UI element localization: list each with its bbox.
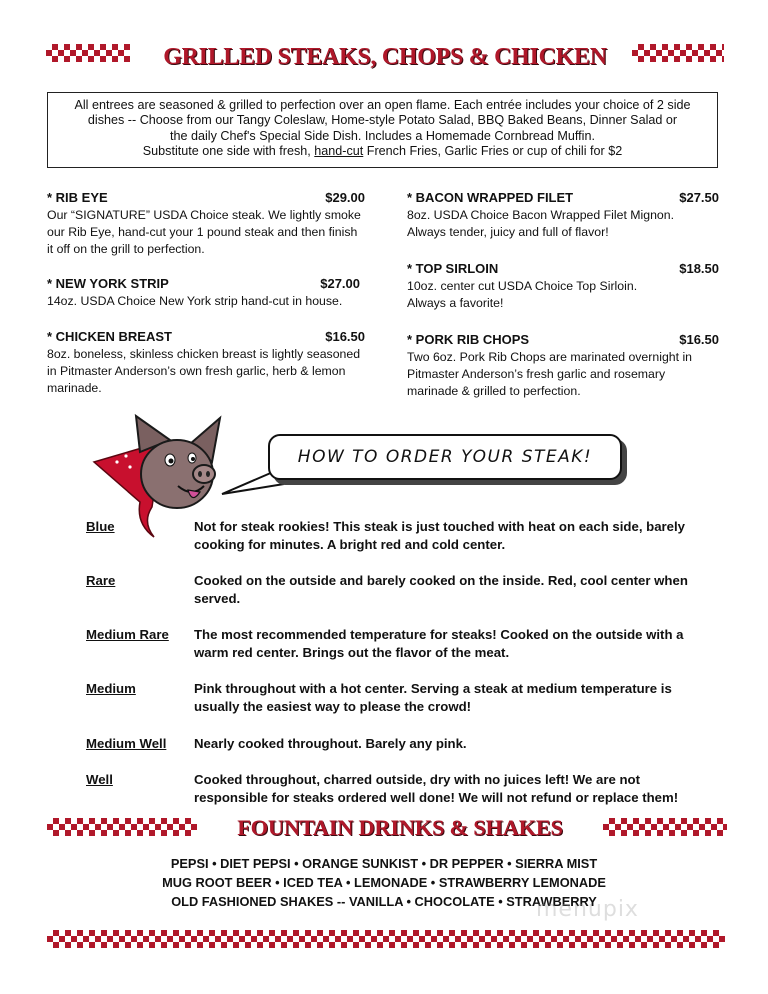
menu-item-chicken-breast <box>47 328 365 397</box>
checker-border-drinks-right <box>603 818 727 836</box>
temp-medium-rare <box>86 626 706 662</box>
menu-item-top-sirloin <box>407 260 719 312</box>
temp-label: Medium Rare <box>86 627 169 642</box>
item-name: * PORK RIB CHOPS <box>407 332 530 347</box>
temp-medium-well <box>86 735 706 753</box>
temp-description: Cooked throughout, charred outside, dry with no juices left! We are not responsible for steaks ordered well done! We will not refund or replace them! <box>194 772 679 805</box>
menu-item-pork-rib-chops <box>407 331 719 400</box>
item-description: 14oz. USDA Choice New York strip hand-cut in house. <box>47 294 343 308</box>
item-description: Two 6oz. Pork Rib Chops are marinated overnight in Pitmaster Anderson’s fresh garlic and rosemary marinade & grilled to perfection. <box>407 350 693 398</box>
temp-medium <box>86 680 706 716</box>
checker-border-bottom <box>47 930 725 948</box>
steak-guide-bubble: HOW TO ORDER YOUR STEAK! <box>268 434 622 480</box>
intro-line: the daily Chef's Special Side Dish. Includes a Homemade Cornbread Muffin. <box>170 128 595 143</box>
item-price: $27.50 <box>679 190 719 205</box>
temp-description: Cooked on the outside and barely cooked on the inside. Red, cool center when served. <box>194 573 688 606</box>
item-name: * NEW YORK STRIP <box>47 276 169 291</box>
temp-well <box>86 771 706 807</box>
item-description: 8oz. boneless, skinless chicken breast is lightly seasoned in Pitmaster Anderson’s own fresh garlic, herb & lemon marinade. <box>47 347 361 395</box>
intro-line: All entrees are seasoned & grilled to perfection over an open flame. Each entrée includes your choice of 2 side <box>74 98 691 112</box>
drinks-line: PEPSI • DIET PEPSI • ORANGE SUNKIST • DR PEPPER • SIERRA MIST <box>170 856 598 871</box>
temp-blue <box>86 518 706 554</box>
temp-rare <box>86 572 706 608</box>
temp-description: Pink throughout with a hot center. Serving a steak at medium temperature is usually the easiest way to please the crowd! <box>194 681 672 714</box>
hand-cut-text: hand-cut <box>314 144 364 159</box>
item-name: * TOP SIRLOIN <box>407 261 499 276</box>
menu-item-bacon-wrapped-filet <box>407 189 719 241</box>
item-description: 10oz. center cut USDA Choice Top Sirloin. Always a favorite! <box>407 279 638 310</box>
temp-label: Medium Well <box>86 736 167 751</box>
watermark: menupix <box>536 897 639 922</box>
item-description: Our “SIGNATURE” USDA Choice steak. We lightly smoke our Rib Eye, hand-cut your 1 pound steak and then finish it off on the grill to perfection. <box>47 208 361 256</box>
drinks-line: OLD FASHIONED SHAKES -- VANILLA • CHOCOLATE • STRAWBERRY <box>171 894 597 909</box>
menu-item-new-york-strip <box>47 275 360 310</box>
item-price: $18.50 <box>679 261 719 276</box>
temp-label: Medium <box>86 681 136 696</box>
drinks-line: MUG ROOT BEER • ICED TEA • LEMONADE • STRAWBERRY LEMONADE <box>162 875 606 890</box>
item-name: * CHICKEN BREAST <box>47 329 172 344</box>
temp-description: The most recommended temperature for steaks! Cooked on the outside with a warm red center. Brings out the flavor of the meat. <box>194 627 684 660</box>
item-price: $16.50 <box>325 329 365 344</box>
item-description: 8oz. USDA Choice Bacon Wrapped Filet Mignon. Always tender, juicy and full of flavor! <box>407 208 675 239</box>
temp-label: Rare <box>86 573 116 588</box>
item-name: * RIB EYE <box>47 190 108 205</box>
intro-box <box>47 92 718 168</box>
item-price: $29.00 <box>325 190 365 205</box>
temp-label: Well <box>86 772 113 787</box>
drinks-list <box>0 854 768 911</box>
intro-line: Substitute one side with fresh, hand-cut French Fries, Garlic Fries or cup of chili for $2 <box>142 144 623 159</box>
item-price: $27.00 <box>320 276 360 291</box>
checker-border-top-right <box>632 44 724 62</box>
temp-description: Nearly cooked throughout. Barely any pink. <box>194 736 467 751</box>
menu-item-rib-eye <box>47 189 365 258</box>
item-price: $16.50 <box>679 332 719 347</box>
checker-border-drinks-left <box>47 818 197 836</box>
page-title: GRILLED STEAKS, CHOPS & CHICKEN <box>163 44 607 70</box>
checker-border-top-left <box>46 44 130 62</box>
intro-line: dishes -- Choose from our Tangy Coleslaw, Home-style Potato Salad, BBQ Baked Beans, Dinner Salad or <box>87 113 678 128</box>
temp-description: Not for steak rookies! This steak is just touched with heat on each side, barely cooking for minutes. A bright red and cold center. <box>194 519 685 552</box>
item-name: * BACON WRAPPED FILET <box>407 190 574 205</box>
temp-label: Blue <box>86 519 115 534</box>
drinks-title: FOUNTAIN DRINKS & SHAKES <box>237 815 563 840</box>
